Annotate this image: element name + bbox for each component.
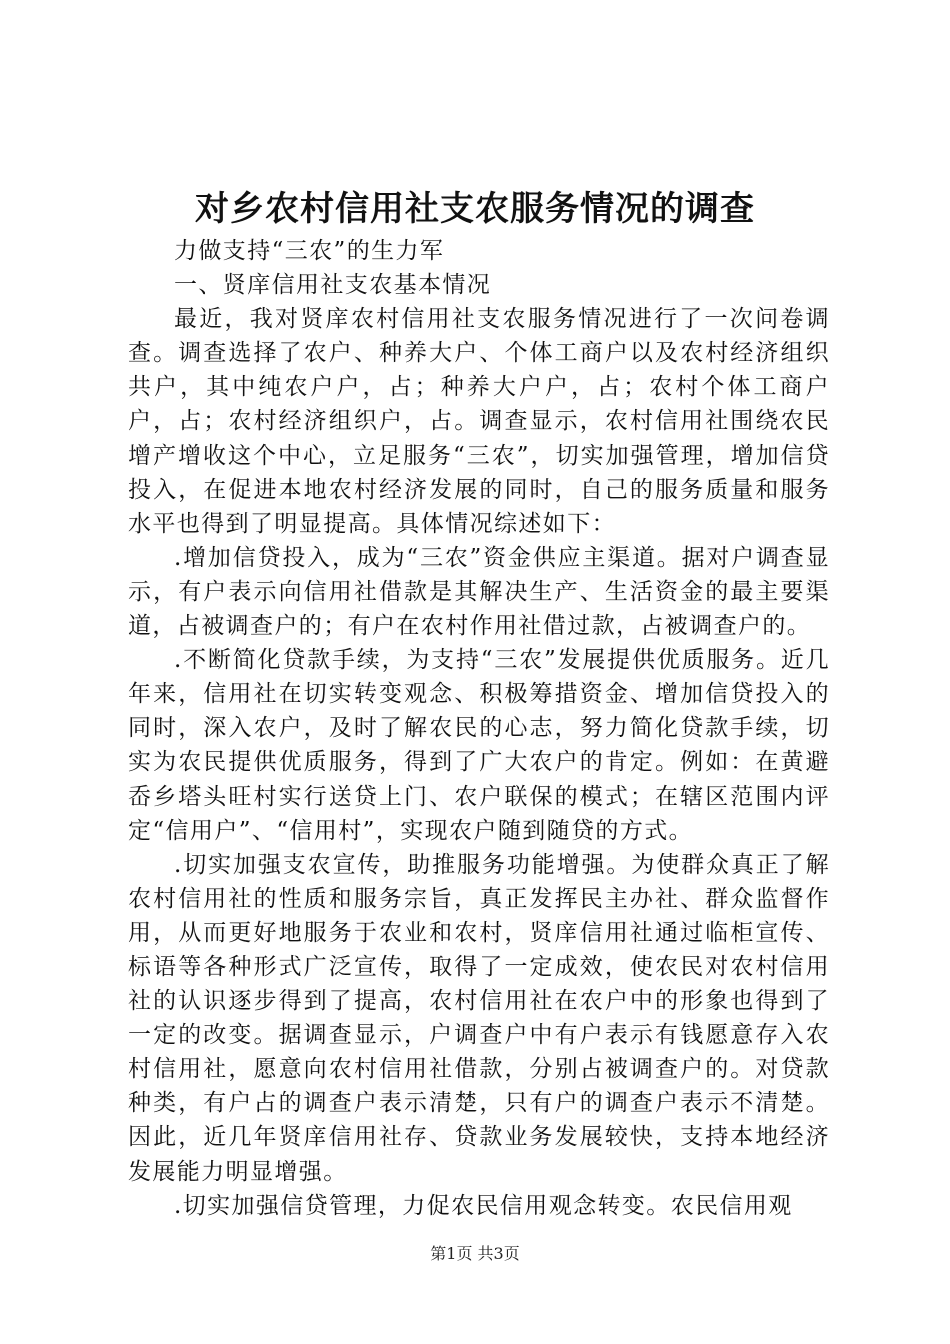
subtitle-paragraph: 力做支持“三农”的生力军	[174, 238, 445, 264]
page-number-footer: 第1页 共3页	[430, 1244, 520, 1263]
body-paragraph: .不断简化贷款手续，为支持“三农”发展提供优质服务。近几年来，信用社在切实转变观念、积极筹措资金、增加信贷投入的同时，深入农户，及时了解农民的心志，努力简化贷款手续，切实为农民提供优质服务，得到了广大农户的肯定。例如：在黄避岙乡塔头旺村实行送贷上门、农户联保的模式；在辖区范围内评定“信用户”、“信用村”，实现农户随到随贷的方式。	[128, 647, 830, 844]
body-paragraph: .切实加强支农宣传，助推服务功能增强。为使群众真正了解农村信用社的性质和服务宗旨，真正发挥民主办社、群众监督作用，从而更好地服务于农业和农村，贤庠信用社通过临柜宣传、标语等各种形式广泛宣传，取得了一定成效，使农民对农村信用社的认识逐步得到了提高，农村信用社在农户中的形象也得到了一定的改变。据调查显示，户调查户中有户表示有钱愿意存入农村信用社，愿意向农村信用社借款，分别占被调查户的。对贷款种类，有户占的调查户表示清楚，只有户的调查户表示不清楚。因此，近几年贤庠信用社存、贷款业务发展较快，支持本地经济发展能力明显增强。	[128, 851, 830, 1185]
section-heading: 一、贤庠信用社支农基本情况	[174, 272, 492, 299]
document-body	[128, 234, 830, 1223]
body-paragraph: .增加信贷投入，成为“三农”资金供应主渠道。据对户调查显示，有户表示向信用社借款是其解决生产、生活资金的最主要渠道，占被调查户的；有户在农村作用社借过款，占被调查户的。	[128, 544, 830, 640]
document-title: 对乡农村信用社支农服务情况的调查	[195, 189, 755, 229]
body-paragraph: 最近，我对贤庠农村信用社支农服务情况进行了一次问卷调查。调查选择了农户、种养大户、个体工商户以及农村经济组织共户，其中纯农户户，占；种养大户户，占；农村个体工商户户，占；农村经济组织户，占。调查显示，农村信用社围绕农民增产增收这个中心，立足服务“三农”，切实加强管理，增加信贷投入，在促进本地农村经济发展的同时，自己的服务质量和服务水平也得到了明显提高。具体情况综述如下：	[128, 306, 830, 537]
body-paragraph: .切实加强信贷管理，力促农民信用观念转变。农民信用观	[174, 1192, 793, 1219]
